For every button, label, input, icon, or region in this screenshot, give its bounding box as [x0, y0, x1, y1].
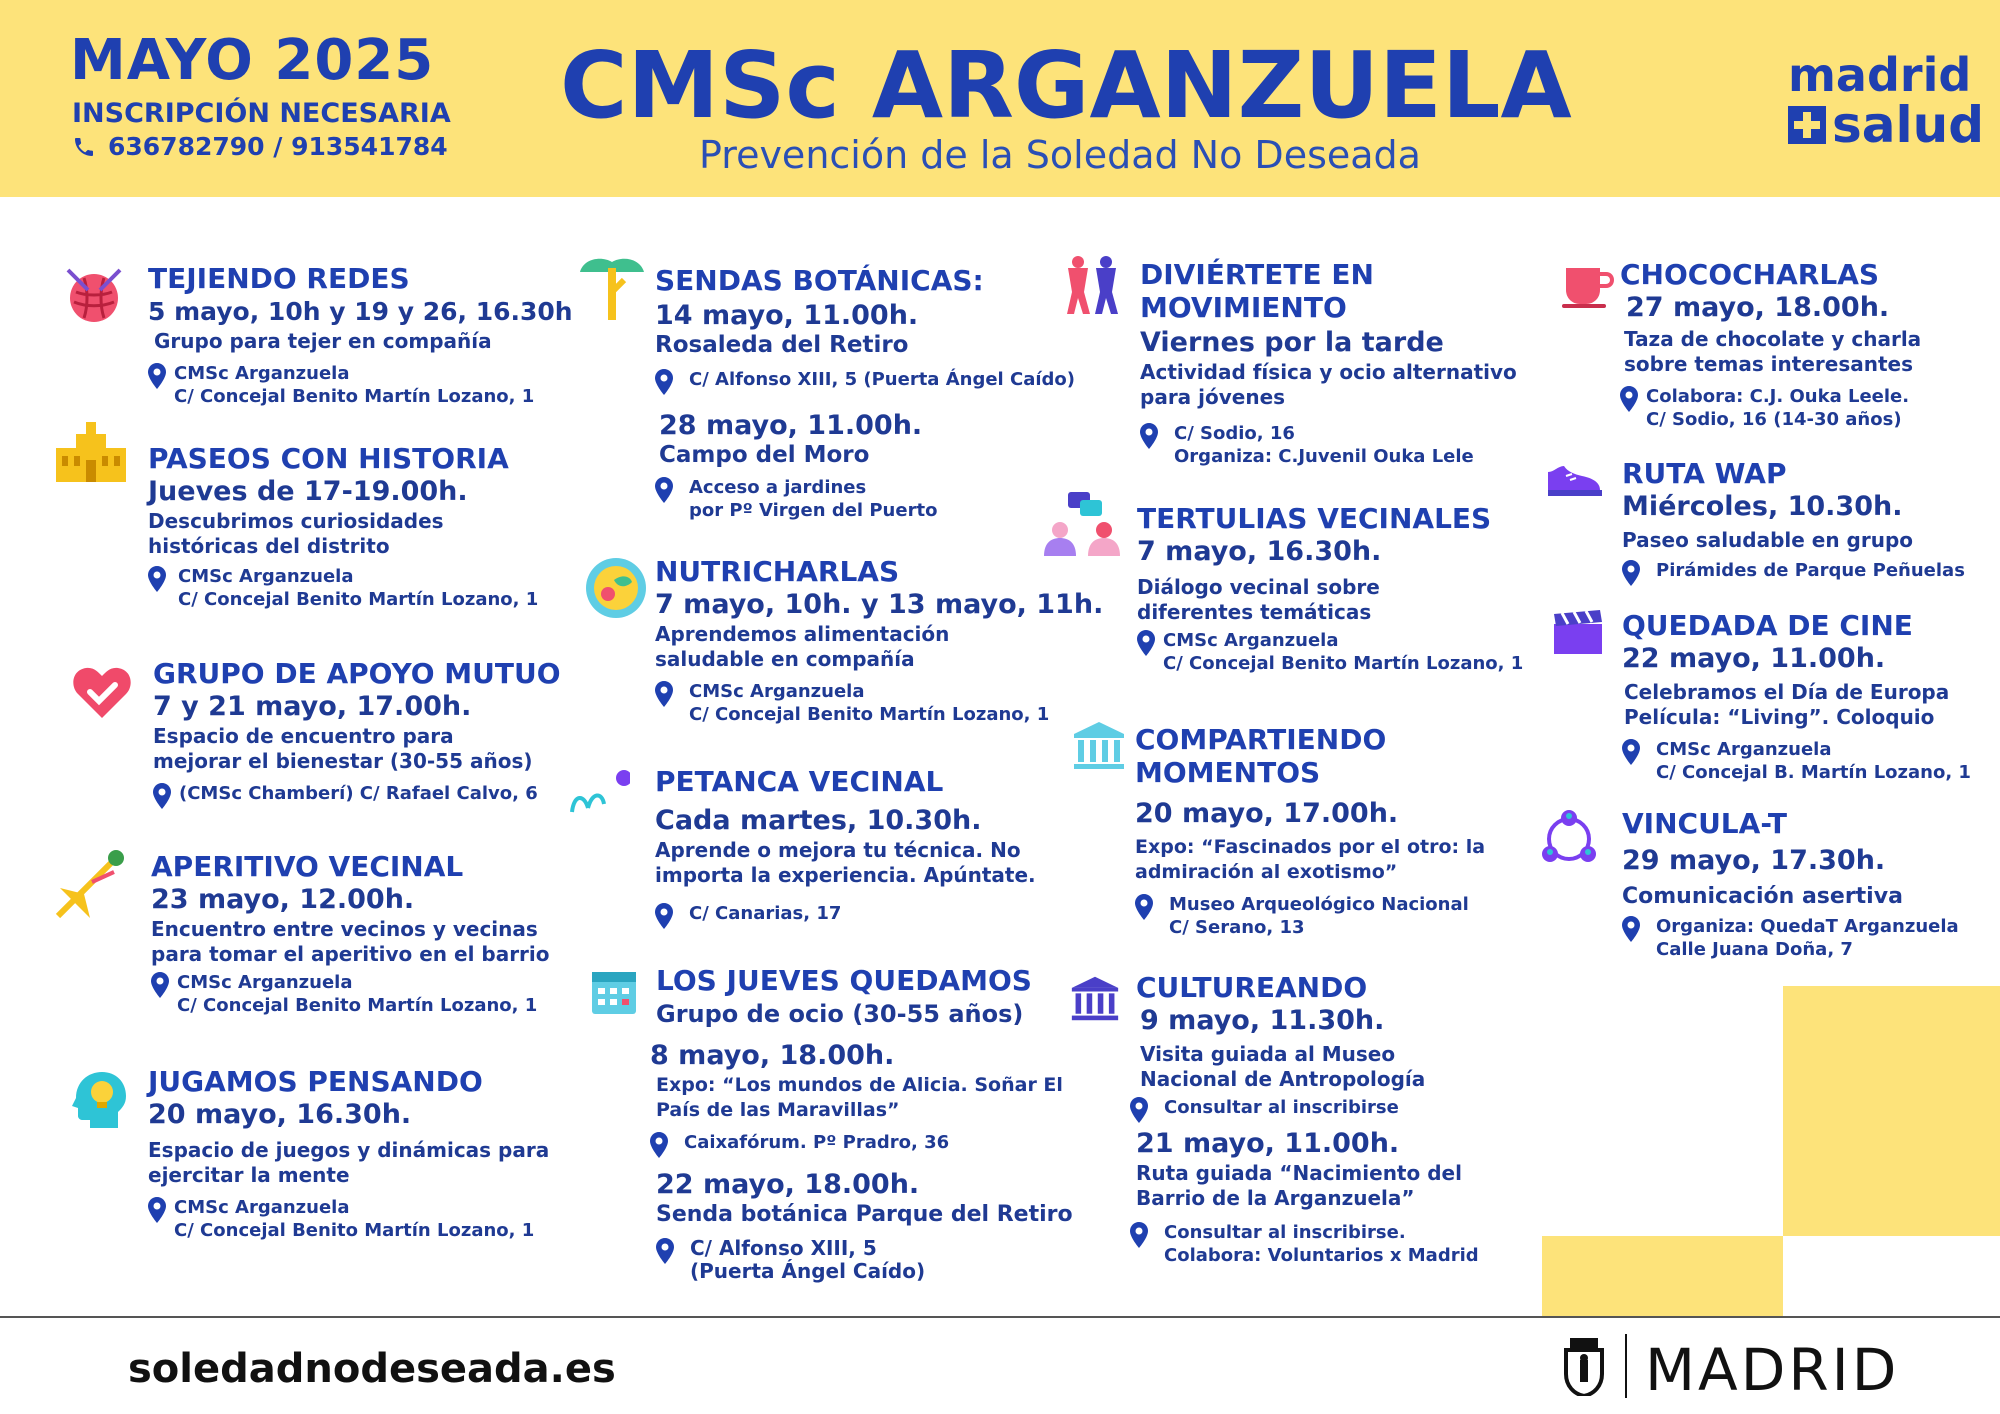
activity-when: 9 mayo, 11.30h.: [1140, 1005, 1385, 1036]
decorative-yellow-block: [1542, 1236, 1783, 1316]
activity-title: RUTA WAP: [1622, 457, 1787, 490]
network-icon: [1538, 808, 1600, 870]
activity-title: CULTUREANDO: [1136, 971, 1368, 1004]
activity-title: SENDAS BOTÁNICAS:: [655, 264, 984, 297]
page-subtitle: Prevención de la Soledad No Deseada: [699, 133, 1421, 177]
activity-cultureando: CULTUREANDO 9 mayo, 11.30h. Visita guiada al Museo Nacional de Antropología Consultar al inscribirse 21 mayo, 11.00h. Ruta guiada “Nacimiento del Barrio de la Arganzuela” Consultar al inscribirse. Colabora: Voluntarios x Madrid: [1136, 971, 1479, 1267]
activity-tertulias-vecinales: TERTULIAS VECINALES 7 mayo, 16.30h. Diálogo vecinal sobre diferentes temáticas CMSc Arganzuela C/ Concejal Benito Martín Lozano, 1: [1137, 502, 1524, 674]
activity-location: Acceso a jardines por Pº Virgen del Puerto: [655, 476, 1075, 522]
activity-when: 14 mayo, 11.00h.: [655, 300, 919, 331]
activity-compartiendo-momentos: COMPARTIENDO MOMENTOS 20 mayo, 17.00h. Expo: “Fascinados por el otro: la admiración al exotismo” Museo Arqueológico Nacional C/ Serano, 13: [1135, 723, 1486, 938]
activity-title: JUGAMOS PENSANDO: [148, 1065, 483, 1098]
activity-location: Colabora: C.J. Ouka Leele. C/ Sodio, 16 (14-30 años): [1620, 385, 1921, 431]
activity-title: QUEDADA DE CINE: [1622, 609, 1913, 642]
activity-when: Cada martes, 10.30h.: [655, 805, 982, 836]
activity-title: APERITIVO VECINAL: [151, 850, 464, 883]
activity-location: (CMSc Chamberí) C/ Rafael Calvo, 6: [153, 782, 561, 809]
activity-when: 22 mayo, 11.00h.: [1622, 643, 1886, 674]
page-title: CMSc ARGANZUELA: [560, 32, 1572, 139]
activity-location: CMSc Arganzuela C/ Concejal Benito Martín Lozano, 1: [148, 565, 538, 611]
activity-title: COMPARTIENDO: [1135, 723, 1387, 756]
activity-when: Miércoles, 10.30h.: [1622, 491, 1903, 522]
clapper-icon: [1552, 608, 1604, 656]
phone-icon: [72, 135, 96, 159]
activity-when: 7 mayo, 10h. y 13 mayo, 11h.: [655, 589, 1104, 620]
header-banner: [0, 0, 2000, 197]
activity-title: LOS JUEVES QUEDAMOS: [656, 964, 1032, 997]
activity-title: TEJIENDO REDES: [148, 262, 410, 295]
pin-icon: [655, 369, 673, 395]
pin-icon: [151, 972, 169, 998]
pin-icon: [1130, 1097, 1148, 1123]
activity-title: TERTULIAS VECINALES: [1137, 502, 1492, 535]
activity-when: Viernes por la tarde: [1140, 327, 1444, 358]
pin-icon: [148, 1197, 166, 1223]
calendar-icon: [590, 968, 638, 1016]
activity-title: CHOCOCHARLAS: [1620, 258, 1880, 291]
activity-location: CMSc Arganzuela C/ Concejal Benito Martín Lozano, 1: [655, 680, 1103, 726]
activity-location: CMSc Arganzuela C/ Concejal Benito Martín Lozano, 1: [148, 1196, 549, 1242]
activity-when: 29 mayo, 17.30h.: [1622, 845, 1886, 876]
pin-icon: [1620, 386, 1638, 412]
activity-when: 22 mayo, 18.00h.: [656, 1169, 920, 1200]
activity-when: 8 mayo, 18.00h.: [650, 1040, 895, 1071]
salad-icon: [584, 556, 648, 620]
footer-divider: [0, 1316, 2000, 1318]
activity-location: CMSc Arganzuela C/ Concejal Benito Martín Lozano, 1: [1137, 629, 1523, 675]
pin-icon: [148, 566, 166, 592]
pin-icon: [1622, 560, 1640, 586]
activity-vincula-t: VINCULA-T 29 mayo, 17.30h. Comunicación asertiva Organiza: QuedaT Arganzuela Calle Juana Doña, 7: [1622, 807, 1959, 960]
activity-location: Organiza: QuedaT Arganzuela Calle Juana Doña, 7: [1622, 915, 1959, 961]
cup-icon: [1562, 264, 1614, 308]
activity-tejiendo-redes: [148, 262, 573, 408]
activity-location: CMSc Arganzuela C/ Concejal Benito Martín Lozano, 1: [151, 971, 550, 1017]
activity-sendas-botanicas: SENDAS BOTÁNICAS: 14 mayo, 11.00h. Rosaleda del Retiro C/ Alfonso XIII, 5 (Puerta Ángel Caído) 28 mayo, 11.00h. Campo del Moro Acceso a jardines por Pº Virgen del Puerto: [655, 264, 1075, 521]
activity-aperitivo-vecinal: APERITIVO VECINAL 23 mayo, 12.00h. Encuentro entre vecinos y vecinas para tomar el aperitivo en el barrio CMSc Arganzuela C/ Concejal Benito Martín Lozano, 1: [151, 850, 550, 1016]
pin-icon: [655, 681, 673, 707]
chat-people-icon: [1040, 490, 1124, 558]
activity-location: Caixafórum. Pº Pradro, 36: [650, 1131, 1073, 1158]
activity-paseos-con-historia: PASEOS CON HISTORIA Jueves de 17-19.00h. Descubrimos curiosidades históricas del distrito CMSc Arganzuela C/ Concejal Benito Martín Lozano, 1: [148, 442, 539, 610]
palace-icon: [52, 420, 130, 484]
activity-title: NUTRICHARLAS: [655, 555, 900, 588]
museum-icon: [1070, 974, 1120, 1022]
activity-petanca-vecinal: PETANCA VECINAL Cada martes, 10.30h. Aprende o mejora tu técnica. No importa la experiencia. Apúntate. C/ Canarias, 17: [655, 765, 1036, 929]
activity-when: 20 mayo, 17.00h.: [1135, 798, 1399, 829]
pin-icon: [1622, 739, 1640, 765]
madrid-salud-logo-top: madrid: [1788, 48, 1972, 102]
activity-jugamos-pensando: JUGAMOS PENSANDO 20 mayo, 16.30h. Espacio de juegos y dinámicas para ejercitar la mente CMSc Arganzuela C/ Concejal Benito Martín Lozano, 1: [148, 1065, 550, 1241]
museum-icon: [1072, 720, 1126, 770]
activity-location: C/ Sodio, 16 Organiza: C.Juvenil Ouka Lele: [1140, 422, 1517, 468]
activity-title: VINCULA-T: [1622, 807, 1787, 840]
activity-los-jueves-quedamos: LOS JUEVES QUEDAMOS Grupo de ocio (30-55 años) 8 mayo, 18.00h. Expo: “Los mundos de Alicia. Soñar El País de las Maravillas” Caixafórum. Pº Pradro, 36 22 mayo, 18.00h. Senda botánica Parque del Retiro C/ Alfonso XIII, 5 (Puerta Ángel Caído): [650, 964, 1073, 1283]
madrid-coat-of-arms-icon: [1562, 1336, 1606, 1396]
pin-icon: [655, 477, 673, 503]
shoe-icon: [1546, 462, 1604, 498]
activity-title: GRUPO DE APOYO MUTUO: [153, 657, 561, 690]
dart-icon: [52, 848, 126, 922]
activity-chocoharlas: CHOCOCHARLAS 27 mayo, 18.00h. Taza de chocolate y charla sobre temas interesantes Colabora: C.J. Ouka Leele. C/ Sodio, 16 (14-30 años): [1620, 258, 1922, 430]
activity-when: 21 mayo, 11.00h.: [1136, 1128, 1400, 1159]
activity-when: 20 mayo, 16.30h.: [148, 1099, 412, 1130]
activity-nutricharlas: NUTRICHARLAS 7 mayo, 10h. y 13 mayo, 11h. Aprendemos alimentación saludable en compañía CMSc Arganzuela C/ Concejal Benito Martín Lozano, 1: [655, 555, 1104, 725]
activity-title: PETANCA VECINAL: [655, 765, 944, 798]
activity-when: 28 mayo, 11.00h.: [659, 410, 923, 441]
pin-icon: [148, 363, 166, 389]
activity-diviertete-en-movimiento: DIVIÉRTETE EN MOVIMIENTO Viernes por la tarde Actividad física y ocio alternativo para jóvenes C/ Sodio, 16 Organiza: C.Juvenil Ouka Lele: [1140, 258, 1517, 467]
petanca-icon: [566, 764, 630, 828]
dance-icon: [1060, 254, 1124, 318]
heart-icon: [70, 660, 134, 724]
phone-line: [72, 132, 448, 161]
activity-quedada-de-cine: QUEDADA DE CINE 22 mayo, 11.00h. Celebramos el Día de Europa Película: “Living”. Coloquio CMSc Arganzuela C/ Concejal B. Martín Lozano, 1: [1622, 609, 1971, 783]
cross-icon: [1788, 106, 1826, 144]
pin-icon: [655, 903, 673, 929]
activity-when: 5 mayo, 10h y 19 y 26, 16.30h: [148, 297, 573, 326]
footer-separator: [1625, 1334, 1627, 1398]
activity-when: 7 y 21 mayo, 17.00h.: [153, 691, 472, 722]
pin-icon: [650, 1132, 668, 1158]
tree-icon: [576, 252, 648, 322]
activity-location: Pirámides de Parque Peñuelas: [1622, 559, 1965, 586]
pin-icon: [153, 783, 171, 809]
phone-numbers: 636782790 / 913541784: [108, 132, 448, 161]
activity-location: C/ Alfonso XIII, 5 (Puerta Ángel Caído): [656, 1237, 1073, 1283]
activity-title: DIVIÉRTETE EN: [1140, 258, 1374, 291]
head-bulb-icon: [66, 1068, 130, 1132]
activity-ruta-wap: RUTA WAP Miércoles, 10.30h. Paseo saludable en grupo Pirámides de Parque Peñuelas: [1622, 457, 1965, 586]
activity-location: CMSc Arganzuela C/ Concejal Benito Martín Lozano, 1: [148, 362, 573, 408]
activity-when: 7 mayo, 16.30h.: [1137, 536, 1382, 567]
pin-icon: [1137, 630, 1155, 656]
activity-grupo-apoyo-mutuo: GRUPO DE APOYO MUTUO 7 y 21 mayo, 17.00h. Espacio de encuentro para mejorar el bienestar (30-55 años) (CMSc Chamberí) C/ Rafael Calvo, 6: [153, 657, 561, 809]
madrid-city-logo: MADRID: [1645, 1336, 1900, 1404]
yarn-icon: [62, 264, 126, 328]
registration-note: INSCRIPCIÓN NECESARIA: [72, 98, 451, 129]
activity-location: Consultar al inscribirse: [1130, 1096, 1479, 1123]
activity-when: 27 mayo, 18.00h.: [1626, 292, 1890, 323]
footer-website-link[interactable]: soledadnodeseada.es: [128, 1346, 616, 1392]
month-heading: MAYO 2025: [70, 28, 435, 93]
activity-location: Museo Arqueológico Nacional C/ Serano, 13: [1135, 893, 1485, 939]
activity-title: PASEOS CON HISTORIA: [148, 442, 509, 475]
pin-icon: [1140, 423, 1158, 449]
decorative-yellow-block: [1783, 986, 2000, 1236]
pin-icon: [1130, 1222, 1148, 1248]
activity-location: Consultar al inscribirse. Colabora: Voluntarios x Madrid: [1130, 1221, 1479, 1267]
pin-icon: [1135, 894, 1153, 920]
activity-location: C/ Alfonso XIII, 5 (Puerta Ángel Caído): [655, 368, 1075, 395]
activity-location: C/ Canarias, 17: [655, 902, 1036, 929]
activity-when: Jueves de 17-19.00h.: [148, 476, 468, 507]
activity-location: CMSc Arganzuela C/ Concejal B. Martín Lozano, 1: [1622, 738, 1971, 784]
pin-icon: [656, 1238, 674, 1264]
activity-desc: Grupo para tejer en compañía: [154, 329, 492, 353]
madrid-salud-logo-bottom: salud: [1788, 96, 1984, 154]
pin-icon: [1622, 916, 1640, 942]
activity-when: 23 mayo, 12.00h.: [151, 884, 415, 915]
